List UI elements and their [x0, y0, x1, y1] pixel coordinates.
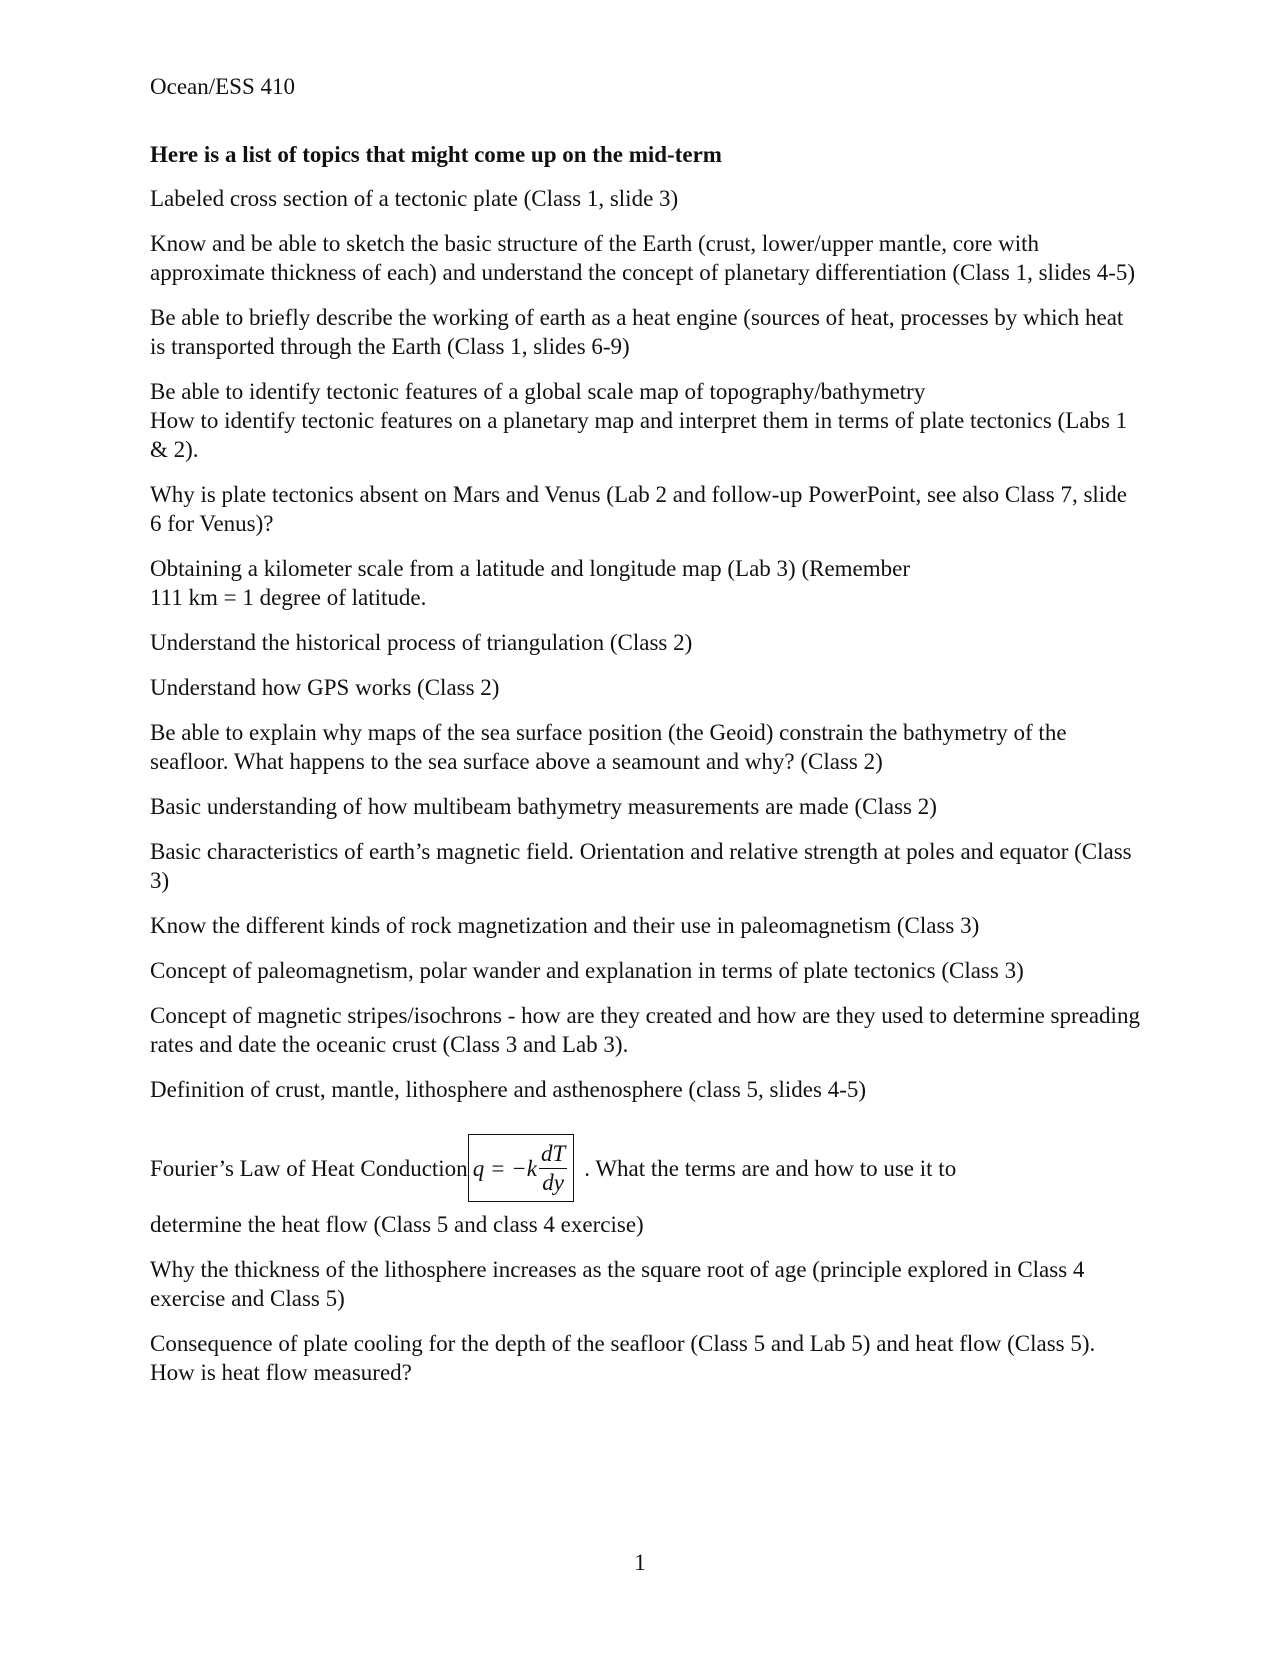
- topic-item: [150, 628, 1140, 657]
- topic-text: How to identify tectonic features on a planetary map and interpret them in terms of plate tectonics (Labs 1 & 2).: [150, 408, 1128, 462]
- fourier-after-text: . What the terms are and how to use it to: [584, 1155, 957, 1181]
- topic-item: [150, 1255, 1140, 1313]
- topic-text: 111 km = 1 degree of latitude.: [150, 585, 427, 610]
- page-number: 1: [634, 1550, 646, 1575]
- fourier-label: Fourier’s Law of Heat Conduction: [150, 1155, 468, 1181]
- formula-numerator: dT: [539, 1140, 567, 1169]
- topic-text: Why is plate tectonics absent on Mars and Venus (Lab 2 and follow-up PowerPoint, see also Class 7, slide 6 for Venus)?: [150, 482, 1127, 536]
- formula-lhs: q = −k: [472, 1155, 537, 1181]
- topic-item: [150, 911, 1140, 940]
- fourier-law-line: [150, 1134, 1140, 1202]
- topic-item: [150, 956, 1140, 985]
- topic-text: Know the different kinds of rock magnetization and their use in paleomagnetism (Class 3): [150, 913, 980, 938]
- topic-item: [150, 229, 1140, 287]
- topic-text: Basic understanding of how multibeam bathymetry measurements are made (Class 2): [150, 794, 937, 819]
- topic-text: Definition of crust, mantle, lithosphere and asthenosphere (class 5, slides 4-5): [150, 1077, 867, 1102]
- topic-text: Concept of paleomagnetism, polar wander and explanation in terms of plate tectonics (Class 3): [150, 958, 1024, 983]
- topics-list: [150, 184, 1140, 1104]
- topic-item: [150, 184, 1140, 213]
- topic-text: Be able to explain why maps of the sea surface position (the Geoid) constrain the bathymetry of the seafloor. What happens to the sea surface above a seamount and why? (Class 2): [150, 720, 1067, 774]
- topic-text: Obtaining a kilometer scale from a latitude and longitude map (Lab 3) (Remember: [150, 556, 911, 581]
- topic-item: [150, 792, 1140, 821]
- topic-text: Consequence of plate cooling for the depth of the seafloor (Class 5 and Lab 5) and heat flow (Class 5). How is heat flow measured?: [150, 1331, 1096, 1385]
- topic-item: [150, 718, 1140, 776]
- topic-text: Labeled cross section of a tectonic plate (Class 1, slide 3): [150, 186, 679, 211]
- topic-text: Concept of magnetic stripes/isochrons - how are they created and how are they used to determine spreading rates and date the oceanic crust (Class 3 and Lab 3).: [150, 1003, 1140, 1057]
- course-title: Ocean/ESS 410: [150, 74, 296, 99]
- topic-item: [150, 1075, 1140, 1104]
- topic-text: Be able to briefly describe the working of earth as a heat engine (sources of heat, processes by which heat is transported through the Earth (Class 1, slides 6-9): [150, 305, 1124, 359]
- topic-item: [150, 303, 1140, 361]
- topic-text: Know and be able to sketch the basic structure of the Earth (crust, lower/upper mantle, core with approximate thickness of each) and understand the concept of planetary differentiation (Class 1, slides 4-5): [150, 231, 1136, 285]
- list-heading: Here is a list of topics that might come up on the mid-term: [150, 142, 722, 167]
- topic-item: [150, 554, 1140, 612]
- document-page: [150, 72, 1140, 1403]
- topic-item: [150, 837, 1140, 895]
- topic-text: Understand how GPS works (Class 2): [150, 675, 500, 700]
- topic-item: [150, 1001, 1140, 1059]
- topic-item: [150, 1329, 1140, 1387]
- topic-item: [150, 377, 1140, 464]
- fourier-continuation: determine the heat flow (Class 5 and class 4 exercise): [150, 1212, 644, 1237]
- formula-fraction: [539, 1140, 567, 1197]
- fourier-formula-box: [468, 1134, 575, 1202]
- topic-text: Be able to identify tectonic features of a global scale map of topography/bathymetry: [150, 379, 926, 404]
- topic-item: [150, 480, 1140, 538]
- topic-item: [150, 673, 1140, 702]
- formula-denominator: dy: [542, 1169, 564, 1195]
- topic-text: Basic characteristics of earth’s magnetic field. Orientation and relative strength at poles and equator (Class 3): [150, 839, 1132, 893]
- topics-after-list: [150, 1255, 1140, 1387]
- topic-text: Why the thickness of the lithosphere increases as the square root of age (principle explored in Class 4 exercise and Class 5): [150, 1257, 1085, 1311]
- topic-text: Understand the historical process of triangulation (Class 2): [150, 630, 693, 655]
